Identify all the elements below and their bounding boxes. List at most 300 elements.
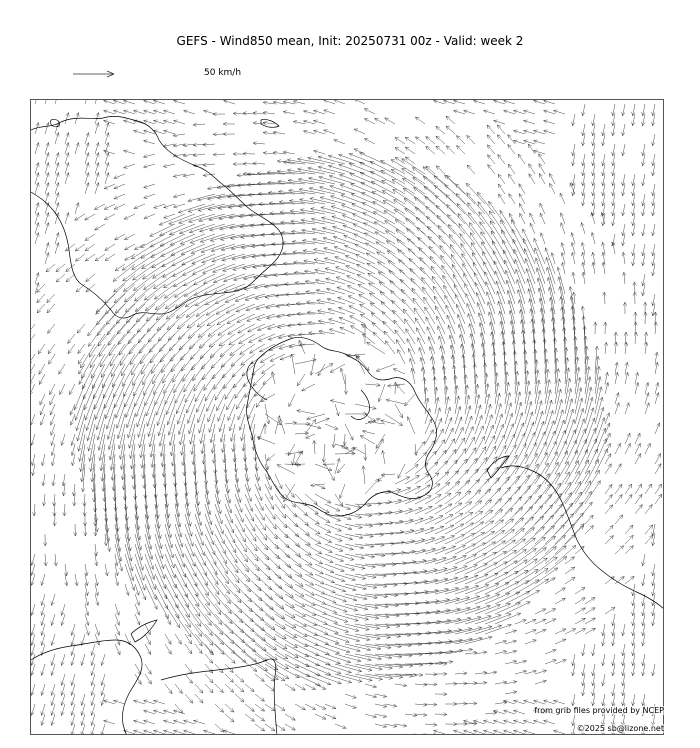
wind-arrow-head (632, 212, 633, 216)
wind-arrow-head (253, 111, 257, 112)
wind-arrow-head (237, 175, 241, 177)
wind-arrow (426, 137, 435, 145)
wind-arrow-head (569, 368, 570, 372)
wind-arrow (85, 244, 95, 251)
wind-arrow-head (249, 216, 253, 218)
wind-arrow-head (602, 262, 603, 266)
wind-arrow-head (319, 330, 323, 331)
wind-arrow-head (494, 100, 498, 101)
wind-arrow-head (562, 399, 563, 403)
wind-arrow (75, 244, 85, 251)
wind-arrow (176, 394, 185, 414)
wind-arrow (236, 304, 255, 312)
wind-arrow (329, 176, 355, 184)
wind-arrow (203, 364, 216, 380)
wind-arrow (436, 205, 455, 224)
wind-arrow-head (652, 202, 653, 206)
wind-arrow-head (59, 173, 60, 177)
wind-arrow-head (89, 458, 90, 462)
wind-arrow-head (263, 423, 265, 427)
wind-arrow-head (632, 222, 633, 226)
wind-arrow (249, 334, 265, 342)
wind-arrow-head (265, 297, 269, 298)
wind-arrow (40, 394, 45, 405)
wind-arrow (120, 344, 135, 365)
wind-arrow-head (587, 346, 589, 350)
wind-arrow-head (324, 258, 328, 259)
wind-arrow-head (223, 122, 227, 124)
wind-arrow (47, 294, 55, 303)
wind-arrow (306, 434, 315, 438)
wind-arrow-head (578, 357, 579, 361)
wind-arrow-head (239, 206, 243, 207)
wind-arrow-head (178, 431, 179, 435)
wind-arrow (529, 164, 535, 174)
wind-arrow (545, 410, 553, 434)
wind-arrow (135, 294, 155, 312)
wind-arrow (369, 293, 385, 304)
wind-arrow (467, 165, 475, 174)
wind-arrow (515, 423, 524, 444)
wind-arrow-head (554, 110, 558, 111)
wind-arrow-head (278, 328, 282, 329)
wind-arrow-head (327, 298, 331, 299)
wind-arrow (520, 213, 525, 224)
wind-arrow-head (649, 403, 650, 407)
wind-arrow (585, 408, 593, 434)
wind-arrow (135, 384, 145, 406)
wind-arrow (218, 404, 225, 421)
wind-arrow (39, 374, 45, 385)
wind-arrow-head (447, 386, 448, 390)
wind-arrow-head (109, 143, 110, 147)
wind-arrow-head (528, 289, 529, 293)
wind-arrow-head (510, 321, 511, 325)
wind-arrow (415, 137, 425, 144)
wind-arrow-head (314, 110, 318, 111)
wind-arrow-head (632, 232, 633, 236)
wind-arrow-head (467, 385, 468, 389)
wind-arrow-head (61, 442, 62, 446)
wind-arrow (364, 223, 385, 234)
wind-arrow (395, 137, 405, 144)
wind-arrow-head (219, 428, 220, 432)
wind-arrow-head (150, 453, 151, 457)
wind-arrow-head (551, 253, 552, 257)
wind-arrow-head (233, 112, 237, 114)
wind-arrow-head (506, 362, 508, 366)
wind-arrow (446, 116, 455, 124)
wind-arrow-head (658, 382, 659, 386)
wind-arrow-head (144, 140, 148, 141)
wind-arrow-head (329, 318, 333, 319)
wind-arrow-head (343, 442, 345, 446)
wind-arrow-head (267, 171, 271, 173)
wind-arrow-head (110, 466, 111, 470)
wind-arrow-head (438, 397, 439, 401)
wind-arrow-head (512, 341, 514, 345)
wind-arrow-head (586, 336, 588, 340)
wind-arrow-head (281, 221, 285, 223)
wind-arrow (427, 226, 445, 244)
wind-arrow-head (297, 409, 301, 410)
wind-arrow (354, 100, 365, 104)
wind-arrow (128, 414, 135, 438)
wind-arrow (364, 139, 375, 145)
wind-arrow-head (500, 393, 501, 397)
wind-arrow (312, 229, 335, 234)
wind-arrow-head (612, 172, 613, 176)
wind-arrow (416, 217, 435, 234)
wind-arrow-head (314, 120, 318, 121)
wind-arrow-head (69, 173, 70, 177)
wind-arrow-head (544, 120, 548, 121)
wind-arrow-head (420, 357, 421, 361)
wind-arrow-head (519, 310, 520, 314)
wind-arrow-head (557, 358, 559, 362)
wind-arrow (165, 384, 175, 404)
wind-arrow-head (642, 232, 643, 236)
wind-arrow (423, 176, 445, 194)
wind-arrow-head (561, 317, 563, 321)
wind-arrow (95, 100, 99, 104)
wind-arrow (160, 344, 175, 362)
wind-arrow (354, 234, 375, 244)
wind-arrow-head (652, 192, 653, 196)
wind-arrow (297, 374, 305, 386)
wind-arrow-head (104, 120, 108, 121)
wind-arrow (215, 384, 225, 400)
wind-arrow-head (71, 442, 72, 446)
wind-arrow-head (591, 213, 592, 217)
wind-arrow-head (89, 153, 90, 157)
wind-arrow (333, 237, 355, 244)
wind-arrow-head (80, 478, 81, 482)
wind-arrow (144, 374, 155, 395)
wind-arrow (405, 137, 415, 144)
wind-map (30, 99, 664, 735)
wind-arrow (100, 434, 105, 461)
wind-arrow (148, 414, 155, 437)
wind-arrow (436, 146, 445, 154)
wind-arrow-head (601, 387, 602, 391)
wind-arrow (321, 207, 345, 214)
wind-arrow (455, 417, 462, 434)
wind-arrow (519, 184, 525, 194)
wind-arrow-head (257, 182, 261, 184)
wind-arrow-head (89, 163, 90, 167)
wind-arrow-head (243, 172, 247, 174)
wind-arrow (439, 235, 455, 254)
wind-arrow (313, 249, 335, 254)
wind-arrow-head (311, 218, 315, 219)
wind-arrow-head (602, 182, 603, 186)
wind-vectors (31, 100, 662, 735)
wind-arrow (401, 289, 415, 304)
wind-arrow-head (263, 131, 267, 132)
wind-arrow (76, 404, 85, 431)
wind-arrow-head (333, 236, 337, 237)
wind-arrow-head (572, 316, 574, 320)
wind-arrow-head (363, 325, 365, 329)
wind-arrow (535, 380, 539, 404)
wind-arrow-head (173, 197, 177, 198)
wind-arrow-head (332, 444, 333, 448)
wind-arrow-head (283, 111, 287, 112)
wind-arrow-head (293, 251, 297, 252)
wind-arrow-head (623, 272, 624, 276)
wind-arrow-head (233, 152, 237, 154)
wind-arrow-head (224, 281, 228, 282)
wind-arrow-head (469, 395, 470, 399)
wind-arrow (406, 219, 425, 235)
wind-arrow-head (485, 363, 487, 367)
wind-arrow (339, 155, 365, 164)
wind-arrow-head (233, 458, 235, 462)
wind-arrow (398, 349, 405, 364)
wind-arrow-head (96, 426, 97, 430)
wind-arrow-head (535, 350, 537, 354)
wind-arrow (443, 275, 455, 294)
wind-arrow-head (442, 366, 443, 370)
wind-arrow (411, 278, 425, 294)
wind-arrow-head (59, 243, 60, 247)
wind-arrow-head (310, 371, 311, 375)
wind-arrow-head (592, 172, 593, 176)
wind-arrow-head (490, 332, 491, 336)
wind-arrow (437, 316, 446, 334)
wind-arrow-head (203, 145, 207, 147)
wind-arrow-head (299, 345, 303, 346)
wind-arrow (147, 314, 165, 332)
wind-arrow-head (555, 338, 557, 342)
wind-arrow-head (572, 162, 573, 166)
wind-arrow-head (592, 122, 593, 126)
wind-arrow-head (509, 310, 510, 314)
wind-arrow-head (59, 203, 60, 207)
wind-arrow (313, 239, 335, 244)
wind-arrow (324, 258, 345, 264)
wind-arrow-head (315, 269, 319, 270)
wind-arrow-head (381, 420, 385, 421)
wind-arrow-head (188, 201, 192, 202)
wind-arrow-head (109, 163, 110, 167)
wind-arrow (125, 254, 135, 260)
wind-arrow-head (456, 375, 458, 379)
wind-arrow-head (131, 475, 132, 479)
wind-arrow-head (582, 162, 583, 166)
wind-arrow-head (144, 188, 148, 189)
wind-arrow-head (49, 183, 50, 187)
wind-arrow-head (622, 132, 623, 136)
wind-arrow-head (87, 437, 88, 441)
wind-arrow-head (602, 162, 603, 166)
wind-arrow-head (531, 319, 532, 323)
wind-arrow-head (230, 438, 231, 442)
wind-arrow-head (303, 249, 307, 250)
wind-arrow (405, 157, 415, 164)
wind-arrow-head (164, 120, 168, 121)
wind-arrow (158, 324, 175, 341)
wind-arrow (125, 244, 136, 250)
wind-arrow (99, 424, 105, 450)
wind-arrow (157, 314, 175, 331)
wind-arrow-head (114, 110, 118, 111)
wind-arrow (127, 404, 135, 428)
wind-arrow (446, 126, 455, 134)
wind-arrow (45, 100, 49, 104)
wind-arrow (366, 253, 385, 264)
wind-arrow (530, 223, 535, 234)
wind-arrow-head (173, 146, 177, 147)
wind-arrow-head (548, 369, 549, 373)
wind-arrow-head (582, 316, 584, 320)
wind-arrow (351, 194, 375, 204)
wind-arrow-head (121, 476, 122, 480)
wind-arrow-head (619, 403, 620, 407)
wind-arrow-head (198, 200, 202, 201)
wind-arrow-head (647, 342, 648, 346)
wind-arrow-head (561, 262, 562, 266)
wind-arrow-head (622, 252, 623, 256)
wind-arrow-head (290, 210, 294, 211)
wind-arrow-head (622, 152, 623, 156)
wind-arrow-head (330, 400, 334, 401)
wind-arrow-head (228, 197, 232, 198)
wind-arrow (88, 324, 105, 347)
wind-arrow-head (309, 177, 313, 178)
wind-arrow (519, 203, 525, 214)
wind-arrow-head (250, 226, 254, 227)
wind-arrow-head (534, 130, 538, 131)
wind-arrow-head (59, 233, 60, 237)
wind-arrow-head (124, 150, 128, 151)
wind-arrow (141, 434, 145, 458)
wind-arrow (431, 266, 445, 284)
wind-arrow (143, 364, 156, 385)
wind-arrow (334, 247, 355, 254)
wind-arrow-head (268, 340, 272, 341)
wind-arrow-head (188, 212, 192, 213)
wind-arrow-head (329, 175, 333, 176)
wind-arrow (31, 354, 35, 364)
wind-arrow-head (430, 408, 431, 412)
wind-arrow (458, 314, 465, 334)
wind-arrow-head (300, 198, 304, 199)
wind-arrow-head (561, 243, 562, 247)
wind-arrow-head (99, 143, 100, 147)
wind-arrow-head (550, 308, 551, 312)
wind-arrow (198, 324, 215, 337)
wind-arrow-head (524, 140, 528, 141)
wind-arrow (445, 175, 466, 194)
wind-arrow-head (429, 347, 430, 351)
wind-arrow-head (183, 146, 187, 147)
wind-arrow-head (170, 452, 171, 456)
wind-arrow-head (588, 356, 589, 360)
wind-arrow (85, 394, 95, 420)
wind-arrow-head (612, 192, 613, 196)
wind-arrow-head (454, 100, 458, 101)
wind-arrow (155, 384, 165, 405)
wind-arrow-head (540, 308, 541, 312)
wind-arrow (130, 344, 145, 365)
wind-arrow-head (31, 392, 33, 394)
wind-arrow (487, 145, 495, 154)
wind-arrow-head (625, 302, 627, 306)
wind-arrow-head (191, 451, 192, 455)
wind-arrow (169, 414, 175, 435)
wind-arrow-head (656, 312, 658, 316)
wind-arrow-head (256, 309, 260, 310)
wind-arrow-head (649, 393, 650, 397)
wind-arrow (331, 206, 355, 214)
wind-arrow (555, 420, 564, 444)
wind-arrow-head (189, 233, 193, 234)
wind-arrow-head (602, 202, 603, 206)
wind-arrow-head (39, 203, 40, 207)
wind-arrow (296, 303, 315, 304)
wind-arrow (137, 404, 145, 427)
wind-arrow-head (268, 466, 269, 470)
wind-arrow-head (636, 332, 637, 336)
wind-arrow (545, 400, 552, 424)
wind-arrow-head (600, 377, 601, 381)
wind-arrow-head (253, 121, 257, 122)
wind-arrow-head (629, 403, 630, 407)
wind-arrow-head (294, 271, 298, 273)
wind-arrow (435, 195, 455, 214)
wind-arrow (288, 444, 295, 456)
wind-arrow (417, 227, 435, 244)
wind-arrow (65, 244, 75, 251)
wind-arrow-head (487, 302, 488, 306)
wind-arrow-head (386, 399, 390, 400)
wind-arrow (309, 178, 336, 184)
wind-arrow-head (211, 251, 215, 252)
wind-arrow (124, 214, 135, 219)
wind-arrow (75, 214, 85, 220)
wind-arrow-head (552, 400, 553, 404)
wind-arrow (149, 334, 165, 353)
wind-arrow-head (507, 290, 508, 294)
wind-arrow-head (90, 468, 91, 472)
wind-arrow-head (79, 113, 80, 117)
wind-arrow (528, 144, 535, 154)
wind-arrow (575, 398, 582, 424)
wind-arrow-head (612, 162, 613, 166)
wind-arrow (129, 334, 145, 354)
wind-arrow (248, 324, 265, 332)
wind-arrow-head (533, 412, 534, 416)
wind-arrow-head (612, 112, 613, 116)
wind-arrow-head (31, 382, 33, 384)
wind-arrow-head (104, 100, 108, 101)
wind-arrow-head (99, 183, 100, 187)
wind-arrow (436, 136, 445, 144)
wind-arrow-head (124, 110, 128, 111)
wind-arrow-head (271, 372, 272, 376)
wind-arrow (309, 333, 326, 334)
wind-arrow-head (269, 201, 273, 203)
wind-arrow (519, 194, 525, 204)
wind-arrow (413, 177, 435, 194)
wind-arrow (224, 444, 225, 463)
wind-arrow-head (315, 279, 319, 280)
wind-arrow (285, 294, 305, 295)
wind-arrow (66, 274, 75, 282)
wind-arrow (114, 184, 125, 189)
